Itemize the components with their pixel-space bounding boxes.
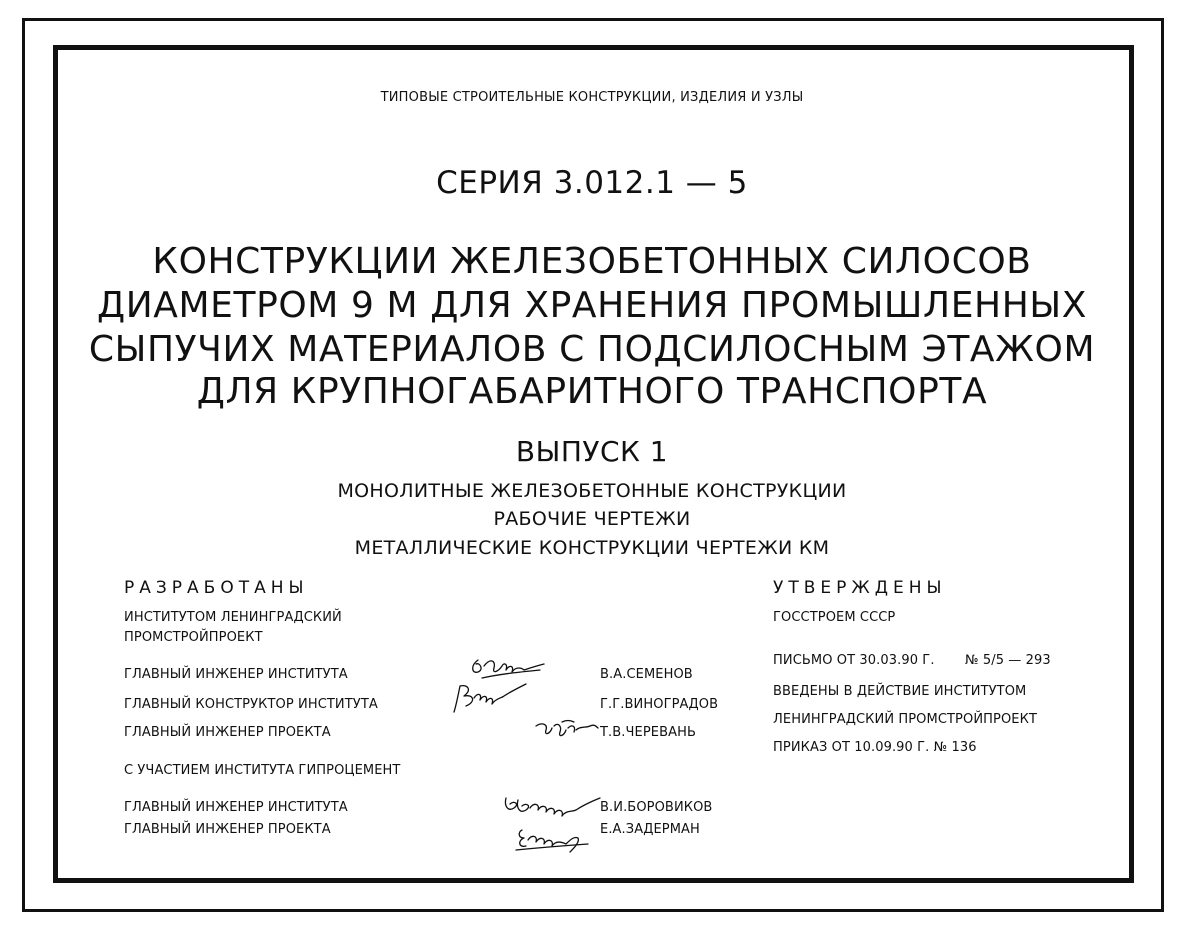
role-chief-engineer-institute: ГЛАВНЫЙ ИНЖЕНЕР ИНСТИТУТА [124,667,348,682]
name-borovikov: В.И.БОРОВИКОВ [600,800,713,815]
top-line: ТИПОВЫЕ СТРОИТЕЛЬНЫЕ КОНСТРУКЦИИ, ИЗДЕЛИЯ И УЗЛЫ [380,90,804,105]
title-line-4: ДЛЯ КРУПНОГАБАРИТНОГО ТРАНСПОРТА [196,371,988,412]
issue-line-1: МОНОЛИТНЫЕ ЖЕЛЕЗОБЕТОННЫЕ КОНСТРУКЦИИ [337,480,847,502]
role2-chief-engineer-institute: ГЛАВНЫЙ ИНЖЕНЕР ИНСТИТУТА [124,800,348,815]
issue-line-3: МЕТАЛЛИЧЕСКИЕ КОНСТРУКЦИИ ЧЕРТЕЖИ КМ [354,537,830,559]
approved-heading: УТВЕРЖДЕНЫ [773,578,947,598]
name-zaderman: Е.А.ЗАДЕРМАН [600,822,700,837]
approved-line-1: ВВЕДЕНЫ В ДЕЙСТВИЕ ИНСТИТУТОМ [773,684,1027,699]
name-cherevan: Т.В.ЧЕРЕВАНЬ [600,725,697,740]
issue-label: ВЫПУСК 1 [515,435,669,468]
title-line-3: СЫПУЧИХ МАТЕРИАЛОВ С ПОДСИЛОСНЫМ ЭТАЖОМ [88,329,1096,370]
name-vinogradov: Г.Г.ВИНОГРАДОВ [600,697,719,712]
approved-letter-number: № 5/5 — 293 [965,653,1051,668]
role2-chief-engineer-project: ГЛАВНЫЙ ИНЖЕНЕР ПРОЕКТА [124,822,331,837]
developed-heading: РАЗРАБОТАНЫ [124,578,309,598]
developed-org-line-1: ИНСТИТУТОМ ЛЕНИНГРАДСКИЙ [124,610,342,625]
developed-org-line-2: ПРОМСТРОЙПРОЕКТ [124,630,263,645]
signature-cherevan [532,716,602,748]
role-chief-designer-institute: ГЛАВНЫЙ КОНСТРУКТОР ИНСТИТУТА [124,697,378,712]
participation-line: С УЧАСТИЕМ ИНСТИТУТА ГИПРОЦЕМЕНТ [124,763,401,778]
issue-line-2: РАБОЧИЕ ЧЕРТЕЖИ [493,508,691,530]
title-line-2: ДИАМЕТРОМ 9 М ДЛЯ ХРАНЕНИЯ ПРОМЫШЛЕННЫХ [96,285,1088,326]
role-chief-engineer-project: ГЛАВНЫЙ ИНЖЕНЕР ПРОЕКТА [124,725,331,740]
approved-letter: ПИСЬМО ОТ 30.03.90 Г. [773,653,935,668]
name-semenov: В.А.СЕМЕНОВ [600,667,693,682]
title-line-1: КОНСТРУКЦИИ ЖЕЛЕЗОБЕТОННЫХ СИЛОСОВ [152,241,1032,282]
signature-zaderman [512,822,602,858]
series-number: СЕРИЯ 3.012.1 — 5 [436,165,748,201]
approved-line-3: ПРИКАЗ ОТ 10.09.90 Г. № 136 [773,740,977,755]
approved-line-2: ЛЕНИНГРАДСКИЙ ПРОМСТРОЙПРОЕКТ [773,712,1037,727]
signature-vinogradov [448,678,548,718]
approved-org: ГОССТРОЕМ СССР [773,610,896,625]
